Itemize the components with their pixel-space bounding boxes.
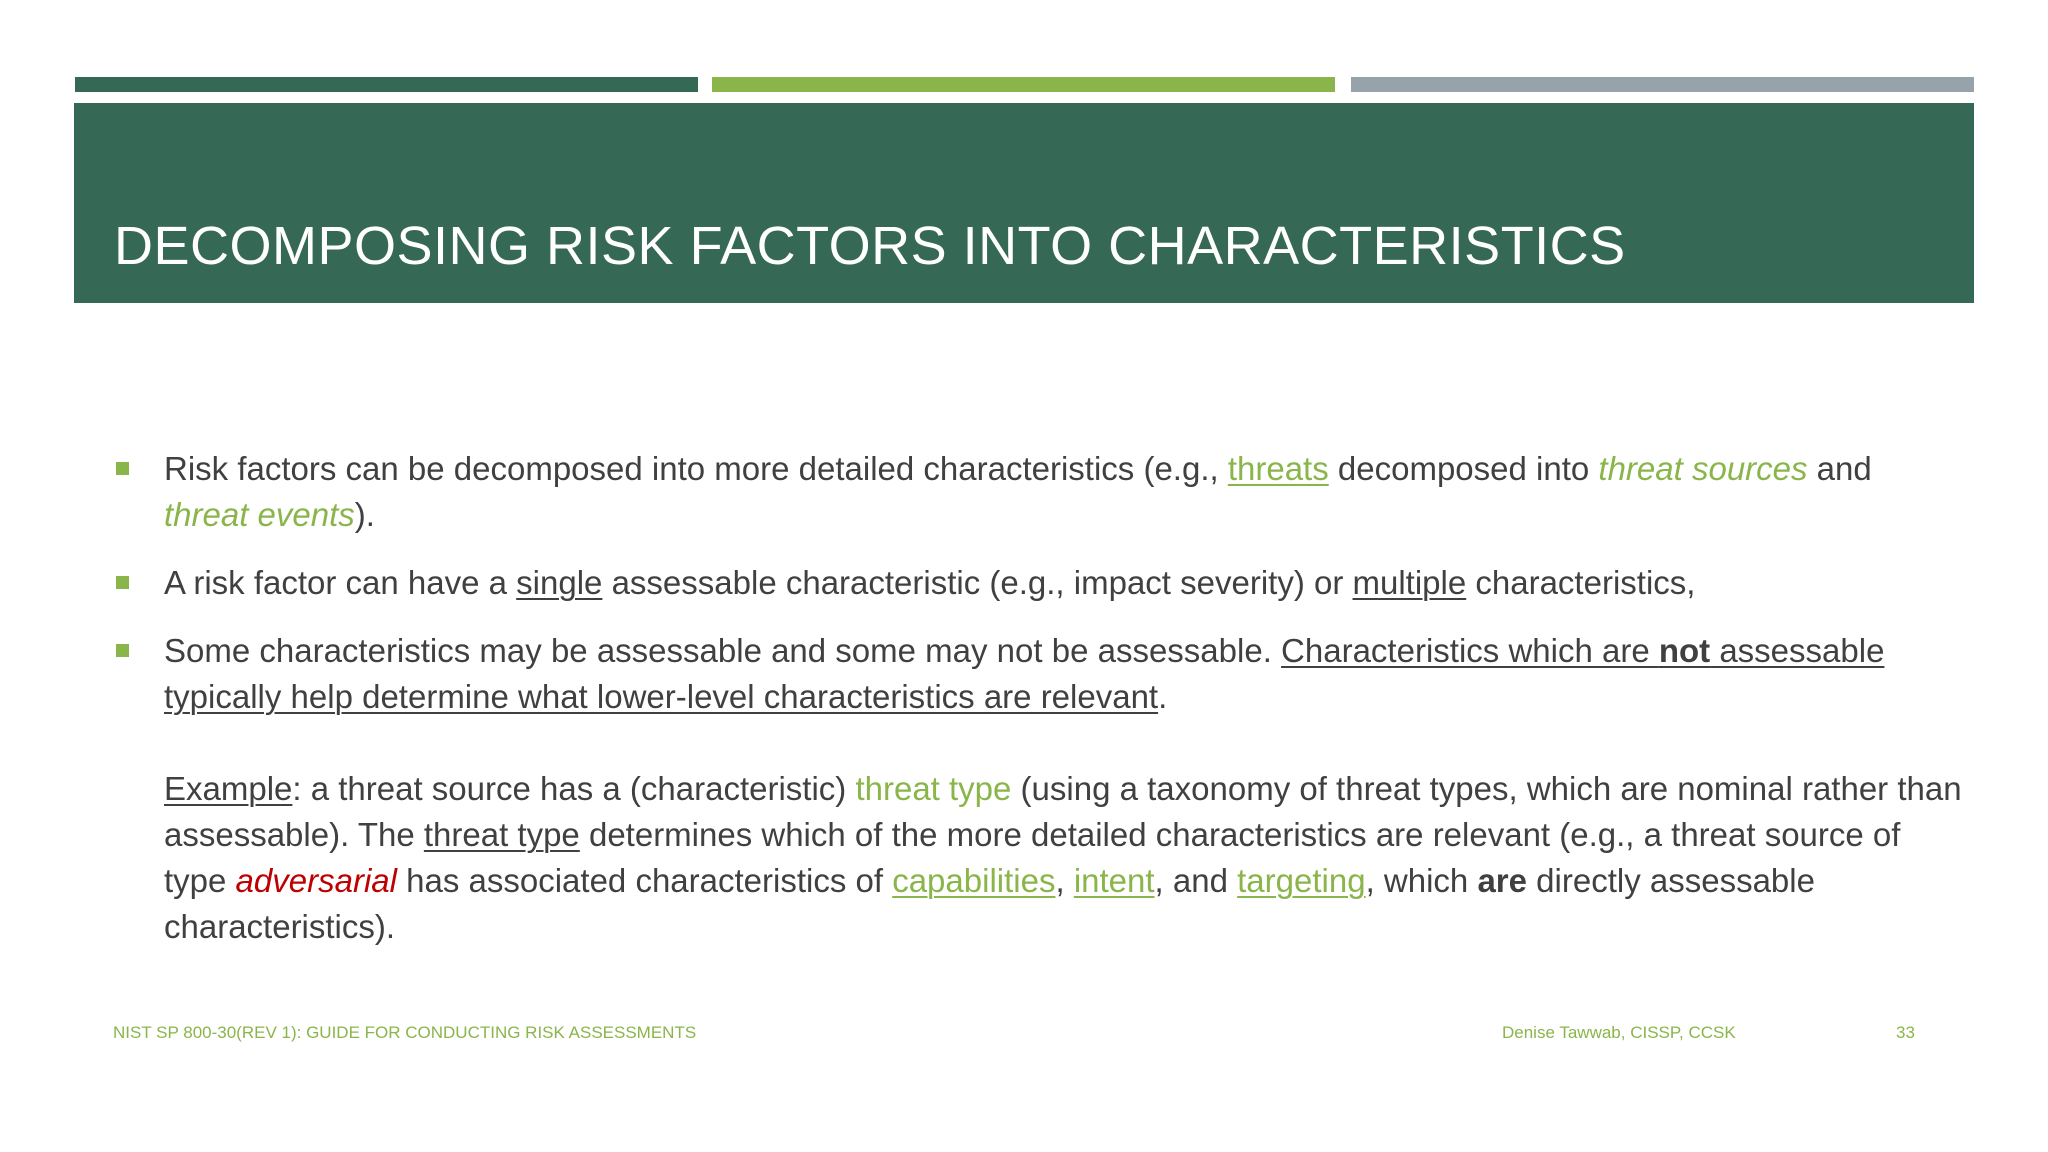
text: Some characteristics may be assessable and some may not be assessable. (164, 632, 1282, 669)
text: has associated characteristics of (396, 862, 893, 899)
square-bullet-icon (116, 644, 129, 657)
text: and (1807, 450, 1872, 487)
slide-content (112, 446, 1962, 972)
text: : a threat source has a (characteristic) (292, 770, 856, 807)
text: characteristics, (1466, 564, 1696, 601)
accent-bar-dark-green (75, 77, 698, 92)
text: assessable typically help determine what lower-level characteristics are relevant (164, 632, 1885, 715)
bullet-item-3 (112, 628, 1962, 950)
text: , and (1154, 862, 1238, 899)
text: , which (1365, 862, 1478, 899)
term-multiple: multiple (1352, 564, 1467, 601)
footer-document-title: NIST SP 800-30(REV 1): GUIDE FOR CONDUCTING RISK ASSESSMENTS (113, 1023, 697, 1042)
term-single: single (516, 564, 603, 601)
square-bullet-icon (116, 576, 129, 589)
text: determines which of the more detailed characteristics are relevant (e.g., a threat source of type (164, 816, 1901, 899)
text: Characteristics which are (1281, 632, 1659, 669)
text: (using a taxonomy of threat types, which are nominal rather than assessable). The (164, 770, 1962, 853)
link-threats[interactable]: threats (1227, 450, 1329, 487)
text: ). (354, 496, 375, 533)
text: Risk factors can be decomposed into more detailed characteristics (e.g., (164, 450, 1228, 487)
slide-title: DECOMPOSING RISK FACTORS INTO CHARACTERISTICS (114, 216, 1626, 276)
text: . (1158, 678, 1168, 715)
link-capabilities[interactable]: capabilities (892, 862, 1056, 899)
bullet-item-1 (112, 446, 1962, 538)
emphasis-not: not (1658, 632, 1711, 669)
slide-number: 33 (1896, 1023, 1915, 1042)
text: decomposed into (1328, 450, 1599, 487)
link-targeting[interactable]: targeting (1237, 862, 1366, 899)
emphasis-are: are (1477, 862, 1527, 899)
term-threat-sources: threat sources (1598, 450, 1808, 487)
term-threat-type: threat type (855, 770, 1012, 807)
link-intent[interactable]: intent (1073, 862, 1155, 899)
accent-bar-light-green (712, 77, 1335, 92)
term-threat-events: threat events (164, 496, 355, 533)
text: , (1055, 862, 1074, 899)
term-threat-type-underlined: threat type (423, 816, 580, 853)
footer-author: Denise Tawwab, CISSP, CCSK (1502, 1023, 1736, 1042)
square-bullet-icon (116, 462, 129, 475)
text: assessable characteristic (e.g., impact severity) or (602, 564, 1353, 601)
text: A risk factor can have a (164, 564, 517, 601)
text: directly assessable characteristics). (164, 862, 1815, 945)
term-adversarial: adversarial (235, 862, 397, 899)
example-label: Example (164, 770, 293, 807)
title-band (74, 103, 1974, 303)
bullet-item-2 (112, 560, 1962, 606)
example-paragraph (164, 766, 1962, 950)
accent-bar-gray (1351, 77, 1974, 92)
